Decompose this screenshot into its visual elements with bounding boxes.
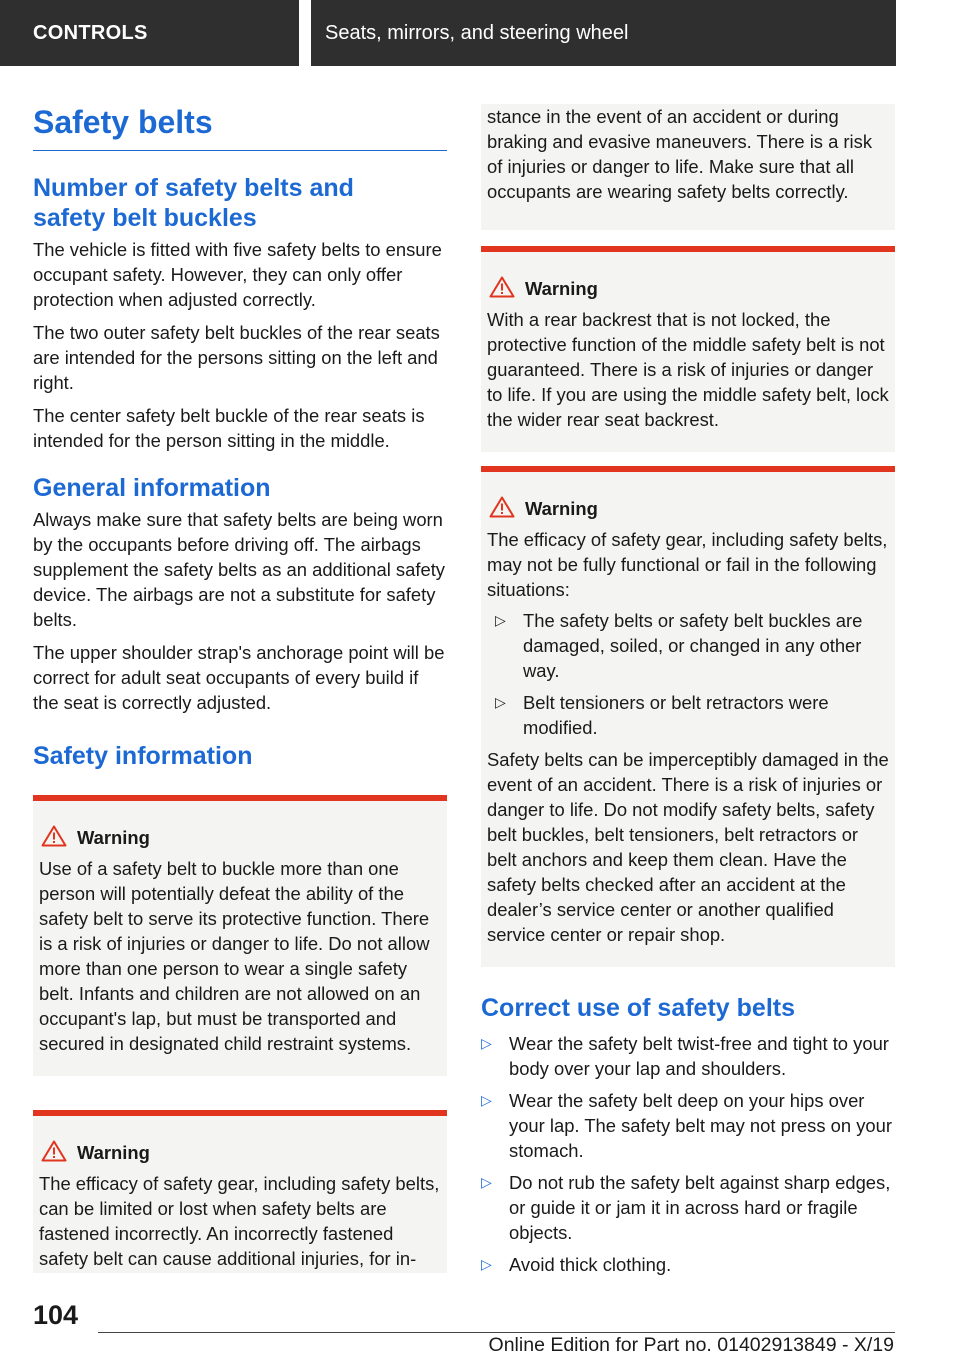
page-title: Safety belts [33,100,447,151]
warning-heading: Warning [525,498,598,519]
list-item: ▷ Belt tensioners or belt retractors were modified. [495,692,829,738]
warning-triangle-icon [41,1140,67,1162]
warning-box [481,246,895,452]
warning-list [487,608,889,740]
heading-number-of-belts: Number of safety belts and safety belt buckles [33,174,354,232]
paragraph: The vehicle is fitted with five safety belts to ensure occupant safety. However, they can only offer protection when adjusted correctly. [33,239,442,310]
list-item: ▷ Wear the safety belt twist-free and tight to your body over your lap and shoulders. [481,1033,889,1079]
correct-use-list [481,1031,895,1277]
warning-text: With a rear backrest that is not locked, the protective function of the middle safety belt is not guaranteed. There is a risk of injuries or danger to life. If you are using the middle safety belt, lock the wider rear seat backrest. [487,309,889,430]
footer-divider [98,1332,895,1333]
warning-box-continued [481,104,895,230]
warning-box [481,466,895,967]
triangle-bullet-icon: ▷ [481,1256,492,1272]
paragraph: The two outer safety belt buckles of the rear seats are intended for the persons sitting on the left and right. [33,322,440,393]
list-item: ▷ Wear the safety belt deep on your hips over your lap. The safety belt may not press on your stomach. [481,1090,892,1161]
heading-general-information: General information [33,474,271,502]
triangle-bullet-icon: ▷ [481,1035,492,1051]
paragraph: The upper shoulder strap's anchorage point will be correct for adult seat occupants of every build if the seat is correctly adjusted. [33,642,445,713]
list-item: ▷ Avoid thick clothing. [481,1254,672,1275]
warning-text: stance in the event of an accident or during braking and evasive maneuvers. There is a risk of injuries or danger to life. Make sure that all occupants are wearing safety belts correctly. [487,106,873,202]
warning-box [33,1110,447,1273]
warning-text: The efficacy of safety gear, including safety belts, can be limited or lost when safety belts are fastened incorrectly. An incorrectly fastened safety belt can cause additional injuries, for in- [39,1173,440,1269]
warning-triangle-icon [489,496,515,518]
chapter-label: Seats, mirrors, and steering wheel [311,0,896,66]
page-footer [0,1290,960,1362]
list-item: ▷ The safety belts or safety belt buckles are damaged, soiled, or changed in any other way. [495,610,863,681]
warning-triangle-icon [41,825,67,847]
warning-text: The efficacy of safety gear, including safety belts, may not be fully functional or fail in the following situations: [487,529,888,600]
left-column [33,100,447,1273]
warning-text: Use of a safety belt to buckle more than one person will potentially defeat the ability of the safety belt to serve its protective function. There is a risk of injuries or danger to life. Do not allow more than one person to wear a single safety belt. Infants and children are not allowed on an occupant's lap, but must be transported and secured in designated child restraint systems. [39,858,430,1054]
list-item: ▷ Do not rub the safety belt against sharp edges, or guide it or jam it in across hard or fragile objects. [481,1172,891,1243]
triangle-bullet-icon: ▷ [481,1092,492,1108]
paragraph: The center safety belt buckle of the rear seats is intended for the person sitting in the middle. [33,405,425,451]
heading-correct-use: Correct use of safety belts [481,994,795,1022]
warning-heading: Warning [77,827,150,848]
right-column [481,104,895,1284]
page-number: 104 [33,1300,79,1330]
triangle-bullet-icon: ▷ [495,612,506,628]
triangle-bullet-icon: ▷ [495,694,506,710]
triangle-bullet-icon: ▷ [481,1174,492,1190]
warning-heading: Warning [77,1142,150,1163]
section-label: CONTROLS [0,0,299,66]
heading-safety-information: Safety information [33,742,253,770]
warning-triangle-icon [489,276,515,298]
warning-box [33,795,447,1076]
warning-text: Safety belts can be imperceptibly damaged in the event of an accident. There is a risk of injuries or danger to life. Do not modify safety belts, safety belt buckles, belt tensioners, belt retractors or belt anchors and keep them clean. Have the safety belts checked after an accident at the dealer’s service center or another qualified service center or repair shop. [487,749,889,945]
edition-note: Online Edition for Part no. 01402913849 - X/19 [488,1334,894,1356]
page-header [0,0,960,66]
paragraph: Always make sure that safety belts are being worn by the occupants before driving off. The airbags supplement the safety belts as an additional safety device. The airbags are not a substitute for safety belts. [33,509,446,630]
warning-heading: Warning [525,278,598,299]
